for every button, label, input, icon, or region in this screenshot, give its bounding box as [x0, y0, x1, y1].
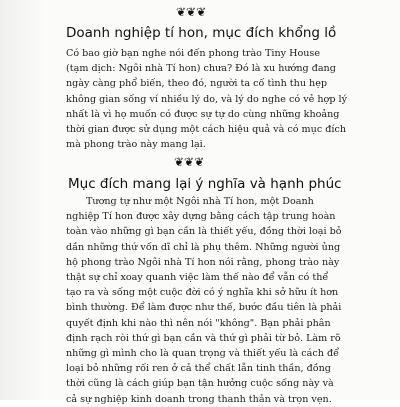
paragraph-line: bình thường. Để làm được như thế, bước đầu tiên là phải [66, 302, 342, 314]
ornament-text: ❦❦❦ [174, 155, 205, 169]
paragraph-line: những gì mình cho là quan trọng và thiết yếu là cách để [66, 348, 340, 360]
page-gutter-shadow [0, 0, 46, 400]
paragraph-line: thật sự chỉ xoay quanh việc làm thế nào để vẫn có thể [66, 272, 329, 284]
paragraph-line: thời cũng là cách giúp bạn tận hưởng cuộc sống này và [66, 378, 334, 390]
paragraph-line: mà phong trào này mang lại. [66, 139, 206, 151]
paragraph-line: toàn vào những gì bạn cần là thiết yếu, đồng thời loại bỏ [66, 226, 342, 238]
ornament-text: ❦❦❦ [176, 5, 207, 19]
paragraph-line: nghiệp Tí hon được xây dựng bằng cách tập trung hoàn [66, 211, 336, 223]
paragraph-line: định rạch ròi thứ gì bạn cần và thứ gì phải từ bỏ. Làm rõ [66, 332, 341, 344]
flower-ornament-icon [176, 6, 206, 18]
paragraph-line: dần những thứ vốn dĩ chỉ là phụ thêm. Những người ủng [66, 241, 341, 253]
paragraph-line: tạo ra và sống một cuộc đời có ý nghĩa khi sở hữu ít hơn [66, 287, 339, 299]
paragraph-2 [66, 194, 384, 407]
paragraph-line: thời gian được sử dụng một cách hiệu quả và có mục đích [66, 124, 347, 136]
paragraph-line: nhất là vì họ muốn có được sự tự do cùng những khoảng [66, 108, 340, 120]
paragraph-line: Tương tự như một Ngôi nhà Tí hon, một Doanh [86, 196, 314, 207]
flower-ornament-icon [174, 156, 204, 168]
section-heading-2: Mục đích mang lại ý nghĩa và hạnh phúc [68, 176, 342, 192]
paragraph-1 [66, 46, 384, 152]
paragraph-line: không gian sống ví nhiều lý do, và lý do nghe có vẻ hợp lý [66, 93, 348, 105]
paragraph-line: cả sự nghiệp kinh doanh trong thanh thản và trọn vẹn. [66, 393, 332, 405]
paragraph-line: Có bao giờ bạn nghe nói đến phong trào Tiny House [66, 48, 321, 59]
paragraph-line: (tạm dịch: Ngôi nhà Tí hon) chưa? Đó là xu hướng đang [66, 63, 336, 75]
paragraph-line: hộ phong trào Ngôi nhà Tí hon nói rằng, phong trào này [66, 256, 340, 268]
paragraph-line: quyết định khi nào thì nên nói "không". Bạn phải phân [66, 317, 331, 329]
paragraph-line: ngày càng phổ biến, theo đó, người ta cố tình thu hẹp [66, 78, 328, 90]
section-heading-1: Doanh nghiệp tí hon, mục đích khổng lồ [66, 25, 337, 41]
paragraph-line: loại bỏ những rối ren ở cả thể chất lẫn tinh thần, đồng [66, 363, 331, 375]
